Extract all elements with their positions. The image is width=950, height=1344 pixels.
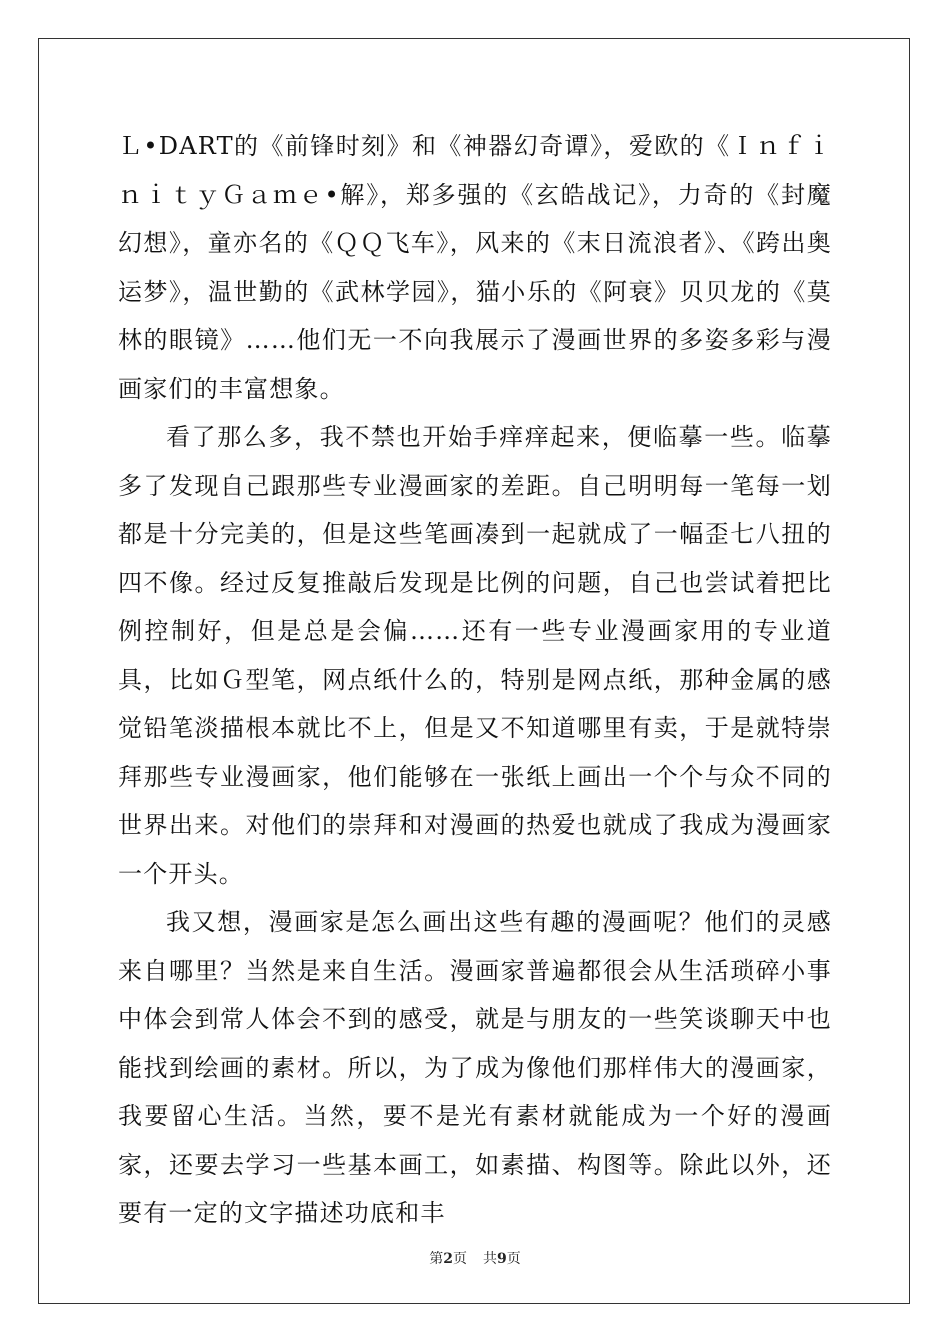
document-body xyxy=(118,122,832,1238)
paragraph-inspiration: 我又想，漫画家是怎么画出这些有趣的漫画呢？他们的灵感来自哪里？当然是来自生活。漫画家普遍都很会从生活琐碎小事中体会到常人体会不到的感受，就是与朋友的一些笑谈聊天中也能找到绘画的素材。所以，为了成为像他们那样伟大的漫画家，我要留心生活。当然，要不是光有素材就能成为一个好的漫画家，还要去学习一些基本画工，如素描、构图等。除此以外，还要有一定的文字描述功底和丰 xyxy=(118,908,832,1227)
total-prefix: 共 xyxy=(483,1251,497,1267)
page-footer xyxy=(0,1248,950,1268)
paragraph-continuation: Ｌ•DART的《前锋时刻》和《神器幻奇谭》，爱欧的《ＩｎｆｉｎｉｔｙＧａｍｅ•解》，郑多强的《玄皓战记》，力奇的《封魔幻想》，童亦名的《ＱＱ飞车》，风来的《末日流浪者》、《跨出奥运梦》，温世勤的《武林学园》，猫小乐的《阿衰》贝贝龙的《莫林的眼镜》……他们无一不向我展示了漫画世界的多姿多彩与漫画家们的丰富想象。 xyxy=(118,132,832,403)
total-pages-number: 9 xyxy=(497,1251,507,1267)
current-page-number: 2 xyxy=(443,1251,453,1267)
page-prefix: 第 xyxy=(429,1251,444,1267)
paragraph-imitation: 看了那么多，我不禁也开始手痒痒起来，便临摹一些。临摹多了发现自己跟那些专业漫画家的差距。自己明明每一笔每一划都是十分完美的，但是这些笔画凑到一起就成了一幅歪七八扭的四不像。经过反复推敲后发现是比例的问题，自己也尝试着把比例控制好，但是总是会偏……还有一些专业漫画家用的专业道具，比如Ｇ型笔，网点纸什么的，特别是网点纸，那种金属的感觉铅笔淡描根本就比不上，但是又不知道哪里有卖，于是就特崇拜那些专业漫画家，他们能够在一张纸上画出一个个与众不同的世界出来。对他们的崇拜和对漫画的热爱也就成了我成为漫画家一个开头。 xyxy=(118,423,832,888)
total-suffix: 页 xyxy=(506,1251,521,1267)
page-suffix: 页 xyxy=(453,1251,467,1267)
